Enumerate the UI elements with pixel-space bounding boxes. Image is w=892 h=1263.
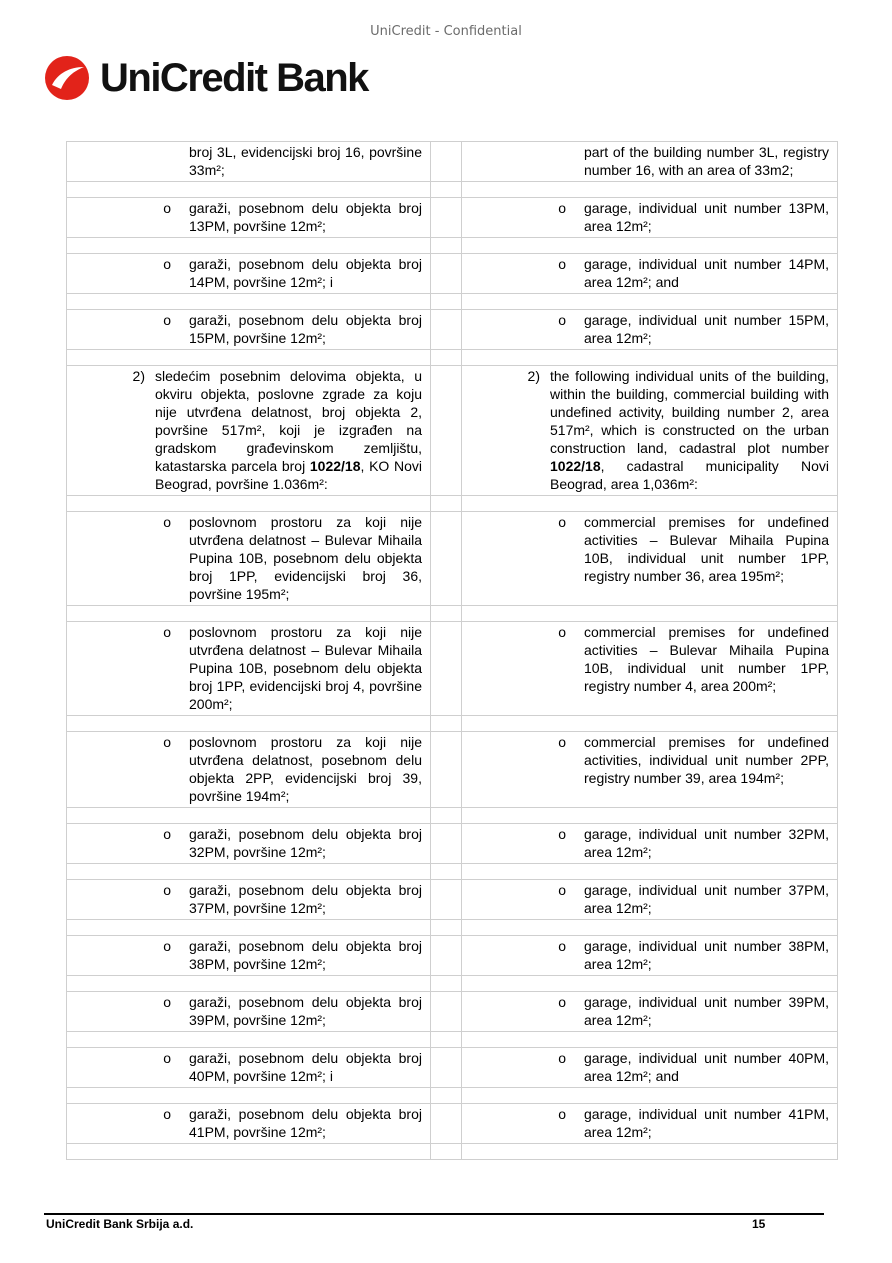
- spacer-cell: [431, 824, 462, 864]
- list-item: [75, 513, 422, 603]
- table-row: [67, 824, 838, 864]
- english-cell: [462, 366, 838, 496]
- spacer-cell: [67, 1032, 431, 1048]
- bullet-marker: o: [163, 312, 171, 328]
- list-item: [75, 1105, 422, 1141]
- spacer-cell: [431, 366, 462, 496]
- english-cell: [462, 936, 838, 976]
- bullet-marker: o: [163, 624, 171, 640]
- spacer-cell: [462, 606, 838, 622]
- spacer-cell: [431, 496, 462, 512]
- spacer-row: [67, 496, 838, 512]
- spacer-cell: [431, 808, 462, 824]
- spacer-cell: [462, 496, 838, 512]
- spacer-cell: [462, 294, 838, 310]
- spacer-cell: [67, 1144, 431, 1160]
- bullet-marker: o: [163, 256, 171, 272]
- serbian-cell: [67, 936, 431, 976]
- plot-number: 1022/18: [309, 458, 361, 474]
- spacer-cell: [431, 992, 462, 1032]
- list-item-text: garage, individual unit number 40PM, area 12m²; and: [584, 1050, 829, 1084]
- numbered-item: [75, 367, 422, 493]
- bullet-marker: o: [163, 514, 171, 530]
- spacer-cell: [462, 238, 838, 254]
- list-item-text: commercial premises for undefined activities – Bulevar Mihaila Pupina 10B, individual unit number 1PP, registry number 36, area 195m²;: [584, 514, 829, 584]
- spacer-cell: [462, 920, 838, 936]
- spacer-cell: [462, 808, 838, 824]
- spacer-cell: [431, 182, 462, 198]
- table-row: [67, 732, 838, 808]
- list-item: [470, 1105, 829, 1141]
- list-item-text: garaži, posebnom delu objekta broj 15PM, površine 12m²;: [189, 312, 422, 346]
- spacer-cell: [462, 350, 838, 366]
- serbian-cell: [67, 732, 431, 808]
- bullet-marker: o: [558, 994, 566, 1010]
- english-cell: [462, 198, 838, 238]
- serbian-cell: [67, 198, 431, 238]
- table-row: [67, 254, 838, 294]
- serbian-cell: [67, 880, 431, 920]
- spacer-cell: [431, 294, 462, 310]
- bullet-marker: o: [558, 826, 566, 842]
- spacer-cell: [67, 864, 431, 880]
- english-cell: [462, 880, 838, 920]
- spacer-cell: [431, 976, 462, 992]
- text-part: sledećim posebnim delovima objekta, u okviru objekta, poslovne zgrade za koju nije utvrđena delatnost, broj objekta 2, površine 517m², koji je izgrađen na gradskom građevinskom zemljištu, katastarska parcela broj: [155, 368, 422, 474]
- list-item-text: poslovnom prostoru za koji nije utvrđena delatnost, posebnom delu objekta 2PP, evidencijski broj 39, površine 194m²;: [189, 734, 422, 804]
- footer-rule: [44, 1213, 824, 1215]
- list-item: [75, 881, 422, 917]
- spacer-cell: [462, 716, 838, 732]
- spacer-row: [67, 1144, 838, 1160]
- spacer-row: [67, 864, 838, 880]
- serbian-cell: [67, 622, 431, 716]
- serbian-cell: [67, 366, 431, 496]
- spacer-row: [67, 182, 838, 198]
- item-number: 2): [527, 368, 540, 384]
- unicredit-logo: [44, 54, 368, 102]
- list-item-text: garaži, posebnom delu objekta broj 41PM, površine 12m²;: [189, 1106, 422, 1140]
- english-cell: [462, 310, 838, 350]
- english-cell: [462, 732, 838, 808]
- spacer-row: [67, 808, 838, 824]
- spacer-cell: [462, 864, 838, 880]
- table-row: [67, 880, 838, 920]
- list-item-text: garage, individual unit number 41PM, area 12m²;: [584, 1106, 829, 1140]
- serbian-cell: [67, 1104, 431, 1144]
- spacer-cell: [67, 294, 431, 310]
- text-part: , cadastral municipality Novi Beograd, area 1,036m²:: [550, 458, 829, 492]
- numbered-item: [470, 367, 829, 493]
- unicredit-logo-icon: [44, 55, 90, 101]
- bullet-marker: o: [558, 624, 566, 640]
- english-cell: [462, 142, 838, 182]
- spacer-cell: [431, 936, 462, 976]
- list-item: [75, 825, 422, 861]
- serbian-cell: [67, 142, 431, 182]
- spacer-cell: [431, 622, 462, 716]
- bullet-marker: o: [163, 200, 171, 216]
- table-row: [67, 366, 838, 496]
- numbered-item-text: [550, 367, 829, 493]
- list-item: [470, 993, 829, 1029]
- bullet-marker: o: [558, 938, 566, 954]
- bullet-marker: o: [163, 826, 171, 842]
- list-item: [75, 255, 422, 291]
- spacer-row: [67, 238, 838, 254]
- table-row: [67, 992, 838, 1032]
- list-item-text: garage, individual unit number 15PM, area 12m²;: [584, 312, 829, 346]
- spacer-cell: [67, 606, 431, 622]
- list-item-text: garage, individual unit number 32PM, area 12m²;: [584, 826, 829, 860]
- list-item-text: commercial premises for undefined activities – Bulevar Mihaila Pupina 10B, individual unit number 1PP, registry number 4, area 200m²;: [584, 624, 829, 694]
- serbian-cell: [67, 824, 431, 864]
- spacer-cell: [431, 1048, 462, 1088]
- list-item: [75, 733, 422, 805]
- list-item-text: garage, individual unit number 37PM, area 12m²;: [584, 882, 829, 916]
- spacer-cell: [431, 238, 462, 254]
- list-item: [75, 199, 422, 235]
- serbian-cell: [67, 310, 431, 350]
- bullet-marker: o: [558, 312, 566, 328]
- table-row: [67, 198, 838, 238]
- footer-page-number: 15: [752, 1217, 766, 1231]
- list-item: [470, 937, 829, 973]
- text-part: , KO Novi Beograd, površine 1.036m²:: [155, 458, 422, 492]
- bullet-marker: o: [163, 938, 171, 954]
- bullet-marker: o: [163, 1106, 171, 1122]
- continuation-text: part of the building number 3L, registry number 16, with an area of 33m2;: [584, 144, 829, 178]
- spacer-cell: [462, 1088, 838, 1104]
- spacer-cell: [431, 198, 462, 238]
- table-row: [67, 142, 838, 182]
- spacer-cell: [431, 1032, 462, 1048]
- list-item-text: garaži, posebnom delu objekta broj 37PM, površine 12m²;: [189, 882, 422, 916]
- spacer-cell: [67, 182, 431, 198]
- spacer-row: [67, 976, 838, 992]
- english-cell: [462, 1104, 838, 1144]
- bilingual-table: [66, 141, 838, 1160]
- spacer-row: [67, 606, 838, 622]
- table-row: [67, 1048, 838, 1088]
- spacer-cell: [431, 716, 462, 732]
- english-cell: [462, 622, 838, 716]
- list-item-text: garage, individual unit number 14PM, area 12m²; and: [584, 256, 829, 290]
- bullet-marker: o: [163, 994, 171, 1010]
- spacer-cell: [67, 920, 431, 936]
- spacer-cell: [462, 976, 838, 992]
- list-item-text: garaži, posebnom delu objekta broj 38PM, površine 12m²;: [189, 938, 422, 972]
- list-item-text: garaži, posebnom delu objekta broj 40PM, površine 12m²; i: [189, 1050, 422, 1084]
- list-item: [470, 623, 829, 695]
- bullet-marker: o: [558, 1106, 566, 1122]
- list-item: [75, 311, 422, 347]
- spacer-cell: [431, 1144, 462, 1160]
- list-item: [470, 513, 829, 585]
- list-item: [470, 733, 829, 787]
- spacer-cell: [462, 1144, 838, 1160]
- list-item-text: garage, individual unit number 38PM, area 12m²;: [584, 938, 829, 972]
- table-row: [67, 622, 838, 716]
- spacer-cell: [431, 606, 462, 622]
- list-item-text: poslovnom prostoru za koji nije utvrđena delatnost – Bulevar Mihaila Pupina 10B, posebnom delu objekta broj 1PP, evidencijski broj 4, površine 200m²;: [189, 624, 422, 712]
- spacer-cell: [67, 716, 431, 732]
- list-item: [75, 623, 422, 713]
- spacer-cell: [431, 350, 462, 366]
- spacer-cell: [431, 254, 462, 294]
- list-item: [470, 881, 829, 917]
- english-cell: [462, 1048, 838, 1088]
- list-item-text: garaži, posebnom delu objekta broj 13PM, površine 12m²;: [189, 200, 422, 234]
- bullet-marker: o: [558, 256, 566, 272]
- bullet-marker: o: [163, 734, 171, 750]
- list-item-text: garaži, posebnom delu objekta broj 32PM, površine 12m²;: [189, 826, 422, 860]
- spacer-row: [67, 1032, 838, 1048]
- list-item: [470, 311, 829, 347]
- bullet-marker: o: [163, 882, 171, 898]
- list-item: [75, 993, 422, 1029]
- serbian-cell: [67, 1048, 431, 1088]
- list-item: [75, 937, 422, 973]
- spacer-cell: [431, 864, 462, 880]
- serbian-cell: [67, 254, 431, 294]
- text-part: the following individual units of the building, within the building, commercial building with undefined activity, building number 2, area 517m², which is constructed on the urban construction land, cadastral plot number: [550, 368, 829, 456]
- bullet-marker: o: [163, 1050, 171, 1066]
- spacer-cell: [431, 1104, 462, 1144]
- serbian-cell: [67, 512, 431, 606]
- table-row: [67, 310, 838, 350]
- spacer-cell: [431, 142, 462, 182]
- list-item-text: garage, individual unit number 13PM, area 12m²;: [584, 200, 829, 234]
- continuation-text: broj 3L, evidencijski broj 16, površine 33m²;: [189, 144, 422, 178]
- spacer-cell: [67, 976, 431, 992]
- list-item-text: garage, individual unit number 39PM, area 12m²;: [584, 994, 829, 1028]
- english-cell: [462, 992, 838, 1032]
- serbian-cell: [67, 992, 431, 1032]
- spacer-cell: [462, 1032, 838, 1048]
- spacer-cell: [67, 496, 431, 512]
- spacer-cell: [67, 350, 431, 366]
- spacer-cell: [431, 880, 462, 920]
- bullet-marker: o: [558, 882, 566, 898]
- english-cell: [462, 512, 838, 606]
- spacer-row: [67, 920, 838, 936]
- spacer-row: [67, 350, 838, 366]
- spacer-row: [67, 294, 838, 310]
- bullet-marker: o: [558, 734, 566, 750]
- spacer-cell: [431, 512, 462, 606]
- english-cell: [462, 254, 838, 294]
- confidential-label: UniCredit - Confidential: [370, 24, 522, 39]
- bullet-marker: o: [558, 1050, 566, 1066]
- english-cell: [462, 824, 838, 864]
- list-item: [75, 1049, 422, 1085]
- spacer-cell: [431, 310, 462, 350]
- plot-number: 1022/18: [550, 458, 601, 474]
- spacer-cell: [462, 182, 838, 198]
- list-item: [470, 199, 829, 235]
- list-item: [470, 1049, 829, 1085]
- spacer-row: [67, 1088, 838, 1104]
- item-number: 2): [132, 368, 145, 384]
- list-item-text: poslovnom prostoru za koji nije utvrđena delatnost – Bulevar Mihaila Pupina 10B, posebnom delu objekta broj 1PP, evidencijski broj 36, površine 195m²;: [189, 514, 422, 602]
- list-item-text: commercial premises for undefined activities, individual unit number 2PP, registry number 39, area 194m²;: [584, 734, 829, 786]
- spacer-cell: [67, 1088, 431, 1104]
- table-row: [67, 512, 838, 606]
- spacer-cell: [67, 238, 431, 254]
- bullet-marker: o: [558, 200, 566, 216]
- spacer-cell: [431, 920, 462, 936]
- numbered-item-text: [155, 367, 422, 493]
- list-item: [470, 825, 829, 861]
- spacer-cell: [431, 732, 462, 808]
- spacer-cell: [67, 808, 431, 824]
- list-item-text: garaži, posebnom delu objekta broj 14PM, površine 12m²; i: [189, 256, 422, 290]
- logo-wordmark: UniCredit Bank: [100, 56, 368, 100]
- table-row: [67, 936, 838, 976]
- table-row: [67, 1104, 838, 1144]
- spacer-row: [67, 716, 838, 732]
- spacer-cell: [431, 1088, 462, 1104]
- list-item: [470, 255, 829, 291]
- list-item-text: garaži, posebnom delu objekta broj 39PM, površine 12m²;: [189, 994, 422, 1028]
- footer-company: UniCredit Bank Srbija a.d.: [46, 1217, 194, 1231]
- bullet-marker: o: [558, 514, 566, 530]
